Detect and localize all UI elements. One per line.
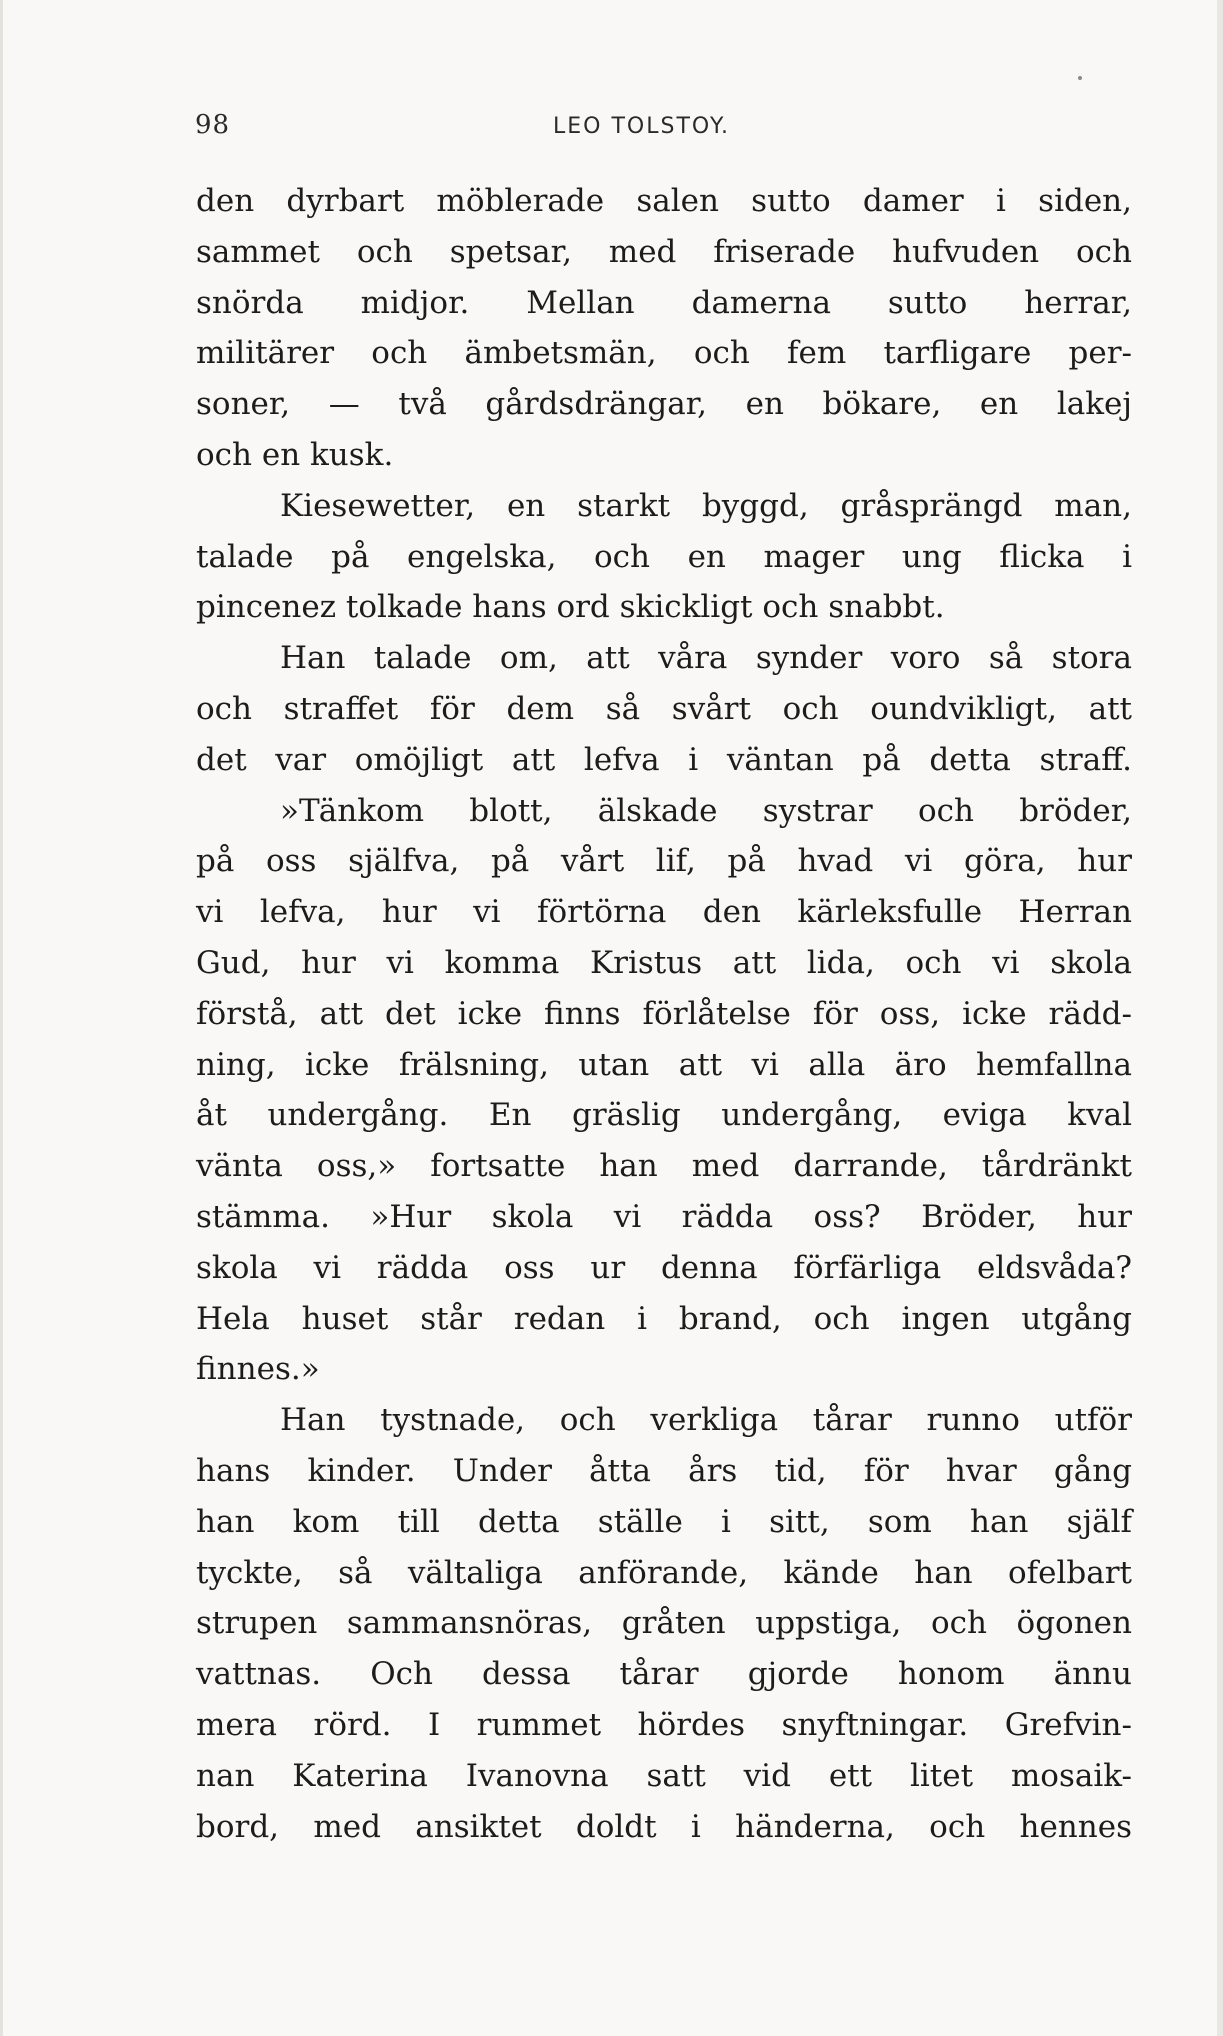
text-line: det var omöjligt att lefva i väntan på detta straff. [196,741,1132,778]
text-line: soner, — två gårdsdrängar, en bökare, en lakej [196,386,1132,423]
text-line: skola vi rädda oss ur denna förfärliga eldsvåda? [196,1249,1132,1286]
text-line: snörda midjor. Mellan damerna sutto herrar, [196,284,1132,321]
text-line: åt undergång. En gräslig undergång, eviga kval [196,1097,1132,1134]
text-line: strupen sammansnöras, gråten uppstiga, och ögonen [196,1605,1132,1642]
text-line: vänta oss,» fortsatte han med darrande, tårdränkt [196,1148,1132,1185]
text-line: finnes.» [196,1351,320,1388]
text-line: sammet och spetsar, med friserade hufvuden och [196,233,1132,270]
text-line: Kiesewetter, en starkt byggd, gråsprängd man, [280,487,1132,524]
text-line: nan Katerina Ivanovna satt vid ett litet mosaik- [196,1757,1132,1794]
page-header [195,110,1135,150]
text-line: mera rörd. I rummet hördes snyftningar. Grefvin- [196,1706,1132,1743]
page-number: 98 [195,110,231,140]
text-line: tyckte, så vältaliga anförande, kände han ofelbart [196,1554,1132,1591]
text-line: den dyrbart möblerade salen sutto damer i siden, [196,183,1132,219]
text-line: vattnas. Och dessa tårar gjorde honom ännu [196,1656,1132,1693]
text-line: han kom till detta ställe i sitt, som han själf [196,1503,1132,1540]
text-line: pincenez tolkade hans ord skickligt och snabbt. [196,589,945,626]
body-text [196,176,1132,1852]
text-line: ning, icke frälsning, utan att vi alla äro hemfallna [196,1046,1132,1083]
text-line: och en kusk. [196,436,394,473]
text-line: förstå, att det icke finns förlåtelse för oss, icke rädd- [196,995,1132,1032]
paper-speck [1078,76,1082,80]
text-line: Gud, hur vi komma Kristus att lida, och vi skola [196,944,1132,981]
text-line: stämma. »Hur skola vi rädda oss? Bröder, hur [196,1198,1132,1235]
text-line: och straffet för dem så svårt och oundvikligt, att [196,690,1132,727]
text-line: »Tänkom blott, älskade systrar och bröder, [280,792,1132,829]
text-line: på oss själfva, på vårt lif, på hvad vi göra, hur [196,843,1132,880]
text-line: hans kinder. Under åtta års tid, för hvar gång [196,1452,1132,1489]
text-line: bord, med ansiktet doldt i händerna, och hennes [196,1808,1132,1845]
text-line: Hela huset står redan i brand, och ingen utgång [196,1300,1132,1337]
text-line: talade på engelska, och en mager ung flicka i [196,538,1132,575]
text-line: Han tystnade, och verkliga tårar runno utför [280,1402,1132,1439]
text-line: Han talade om, att våra synder voro så stora [280,640,1132,677]
running-head: LEO TOLSTOY. [553,114,730,139]
text-line: vi lefva, hur vi förtörna den kärleksfulle Herran [196,894,1132,931]
text-line: militärer och ämbetsmän, och fem tarfligare per- [196,335,1132,372]
